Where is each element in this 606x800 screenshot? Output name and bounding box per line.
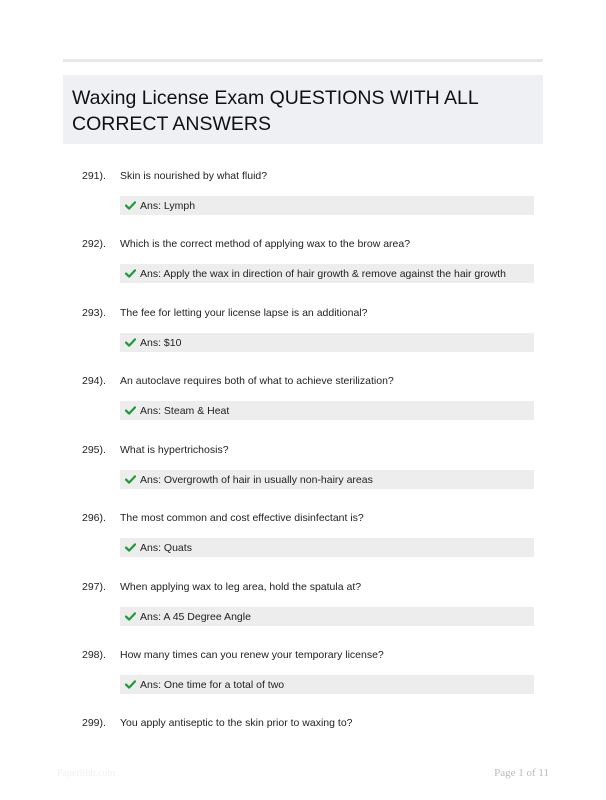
question-number: 297). <box>82 581 106 593</box>
question-text: Which is the correct method of applying wax to the brow area? <box>120 238 411 250</box>
question-text: The most common and cost effective disinfectant is? <box>120 512 364 524</box>
answer-text: Ans: One time for a total of two <box>140 678 285 691</box>
question-text: You apply antiseptic to the skin prior to waxing to? <box>120 717 353 729</box>
check-icon <box>125 201 136 210</box>
question-number: 292). <box>82 238 106 250</box>
top-divider <box>63 59 543 62</box>
answer-box <box>120 607 534 626</box>
check-icon <box>125 406 136 415</box>
check-icon <box>125 543 136 552</box>
answer-box <box>120 675 534 694</box>
question-text: The fee for letting your license lapse is an additional? <box>120 307 368 319</box>
question-text: How many times can you renew your temporary license? <box>120 649 384 661</box>
watermark-text: Paperlibh.com <box>57 768 116 779</box>
answer-box <box>120 538 534 557</box>
answer-text: Ans: $10 <box>140 336 182 349</box>
check-icon <box>125 338 136 347</box>
answer-text: Ans: Lymph <box>140 199 196 212</box>
answer-text: Ans: A 45 Degree Angle <box>140 610 251 623</box>
question-number: 298). <box>82 649 106 661</box>
question-text: Skin is nourished by what fluid? <box>120 170 268 182</box>
answer-box <box>120 333 534 352</box>
question-text: What is hypertrichosis? <box>120 444 229 456</box>
question-number: 293). <box>82 307 106 319</box>
answer-box <box>120 470 534 489</box>
answer-box <box>120 264 534 283</box>
page-title: Waxing License Exam QUESTIONS WITH ALL CORRECT ANSWERS <box>72 87 479 135</box>
question-number: 299). <box>82 717 106 729</box>
question-text: When applying wax to leg area, hold the spatula at? <box>120 581 362 593</box>
question-number: 294). <box>82 375 106 387</box>
answer-text: Ans: Quats <box>140 541 192 554</box>
check-icon <box>125 612 136 621</box>
answer-text: Ans: Steam & Heat <box>140 404 230 417</box>
question-number: 296). <box>82 512 106 524</box>
question-text: An autoclave requires both of what to achieve sterilization? <box>120 375 394 387</box>
question-number: 295). <box>82 444 106 456</box>
answer-text: Ans: Overgrowth of hair in usually non-hairy areas <box>140 473 373 486</box>
check-icon <box>125 269 136 278</box>
check-icon <box>125 475 136 484</box>
check-icon <box>125 680 136 689</box>
answer-box <box>120 401 534 420</box>
answer-box <box>120 196 534 215</box>
answer-text: Ans: Apply the wax in direction of hair growth & remove against the hair growth <box>140 267 506 280</box>
page-indicator: Page 1 of 11 <box>494 767 549 779</box>
question-number: 291). <box>82 170 106 182</box>
title-banner <box>63 75 543 144</box>
